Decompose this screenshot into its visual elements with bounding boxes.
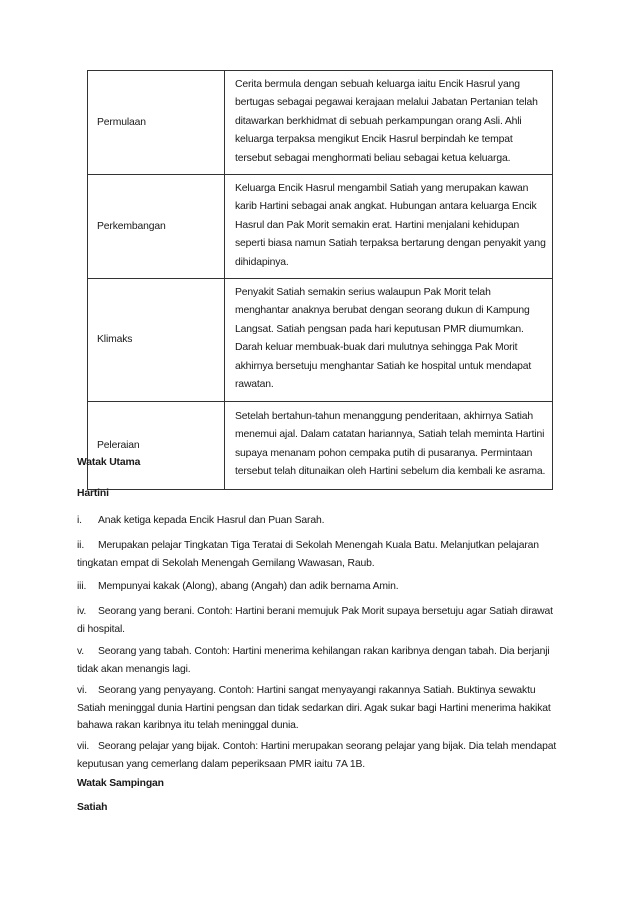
item-text: Seorang pelajar yang bijak. Contoh: Hartini merupakan seorang pelajar yang bijak. Dia telah mendapat keputusan yang cemerlang dalam peperiksaan PMR iaitu 7A 1B.: [77, 741, 557, 770]
item-text: Anak ketiga kepada Encik Hasrul dan Puan Sarah.: [98, 515, 325, 526]
item-text: Seorang yang penyayang. Contoh: Hartini sangat menyayangi rakannya Satiah. Buktinya sewaktu Satiah meninggal dunia Hartini pengsan dan tidak sedarkan diri. Agak sukar bagi Hartini menerima hakikat bahawa rakan karibnya itu telah meninggal dunia.: [77, 685, 551, 732]
table-row: [88, 279, 553, 401]
item-text: Seorang yang berani. Contoh: Hartini berani memujuk Pak Morit supaya bersetuju agar Satiah dirawat di hospital.: [77, 606, 553, 635]
table-row: [88, 71, 553, 175]
stage-label: Peleraian: [88, 401, 225, 489]
character-name: Satiah: [77, 802, 108, 813]
item-number: i.: [77, 515, 82, 526]
item-number: iii.: [77, 581, 87, 592]
watak-utama-heading: Watak Utama: [77, 457, 141, 468]
stage-label: Klimaks: [88, 279, 225, 401]
stage-description: Setelah bertahun-tahun menanggung penderitaan, akhirnya Satiah menemui ajal. Dalam catatan hariannya, Satiah telah meminta Hartini supaya menanam pohon cempaka putih di pusaranya. Permintaan tersebut telah ditunaikan oleh Hartini sebelum dia kembali ke asrama.: [225, 401, 553, 489]
list-item: [77, 682, 561, 735]
item-number: vi.: [77, 685, 87, 696]
stage-label: Perkembangan: [88, 175, 225, 279]
stage-description: Penyakit Satiah semakin serius walaupun Pak Morit telah menghantar anaknya berubat dengan seorang dukun di Kampung Langsat. Satiah pengsan pada hari keputusan PMR diumumkan. Darah keluar membuak-buak dari mulutnya sehingga Pak Morit akhirnya bersetuju menghantar Satiah ke hospital untuk mendapat rawatan.: [225, 279, 553, 401]
list-item: [77, 643, 561, 678]
item-number: v.: [77, 646, 85, 657]
list-item: [77, 512, 561, 530]
item-number: ii.: [77, 540, 85, 551]
item-number: iv.: [77, 606, 87, 617]
item-text: Mempunyai kakak (Along), abang (Angah) dan adik bernama Amin.: [98, 581, 399, 592]
list-item: [77, 738, 561, 773]
list-item: [77, 603, 561, 638]
stage-label: Permulaan: [88, 71, 225, 175]
stage-description: Cerita bermula dengan sebuah keluarga iaitu Encik Hasrul yang bertugas sebagai pegawai kerajaan melalui Jabatan Pertanian telah ditawarkan berkhidmat di sebuah perkampungan orang Asli. Ahli keluarga terpaksa mengikut Encik Hasrul berpindah ke tempat tersebut sebagai menghormati beliau sebagai ketua keluarga.: [225, 71, 553, 175]
item-number: vii.: [77, 741, 90, 752]
list-item: [77, 578, 561, 596]
item-text: Seorang yang tabah. Contoh: Hartini menerima kehilangan rakan karibnya dengan tabah. Dia berjanji tidak akan menangis lagi.: [77, 646, 550, 675]
item-text: Merupakan pelajar Tingkatan Tiga Teratai di Sekolah Menengah Kuala Batu. Melanjutkan pelajaran tingkatan empat di Sekolah Menengah Gemilang Wawasan, Raub.: [77, 540, 539, 569]
stage-description: Keluarga Encik Hasrul mengambil Satiah yang merupakan kawan karib Hartini sebagai anak angkat. Hubungan antara keluarga Encik Hasrul dan Pak Morit semakin erat. Hartini menjalani kehidupan seperti biasa namun Satiah terpaksa bertarung dengan penyakit yang dihidapinya.: [225, 175, 553, 279]
table-row: [88, 401, 553, 489]
character-name: Hartini: [77, 488, 109, 499]
plot-table: [87, 70, 553, 490]
watak-sampingan-heading: Watak Sampingan: [77, 778, 164, 789]
table-row: [88, 175, 553, 279]
list-item: [77, 537, 561, 572]
